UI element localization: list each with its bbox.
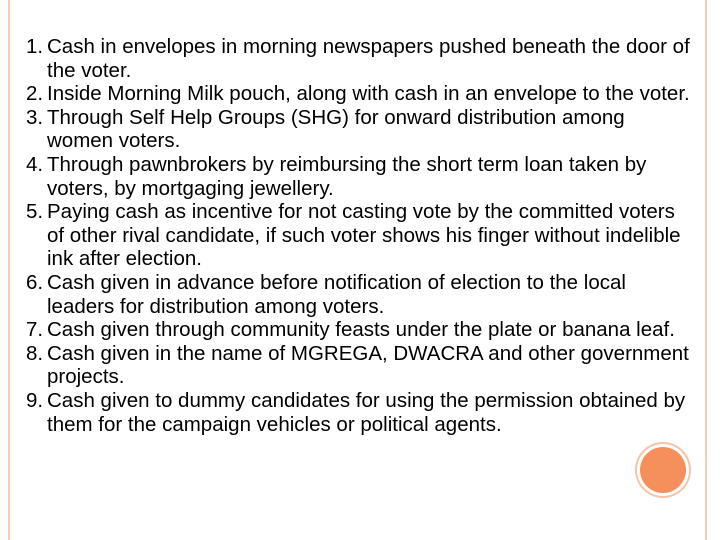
list-item-text: Cash given to dummy candidates for using the permission obtained by them for the campaign vehicles or political agents. (47, 388, 686, 436)
numbered-list (26, 35, 690, 436)
list-item (26, 318, 690, 342)
list-item (26, 270, 690, 318)
list-item-text: Cash given in advance before notification of election to the local leaders for distribution among voters. (47, 270, 626, 318)
list-item (26, 35, 690, 82)
list-item (26, 388, 690, 436)
list-item-text: Cash given in the name of MGREGA, DWACRA and other government projects. (47, 341, 689, 389)
list-item-text: Cash given through community feasts under the plate or banana leaf. (47, 318, 675, 342)
list-item (26, 105, 690, 153)
list-item (26, 82, 690, 106)
list-item-text: Paying cash as incentive for not casting vote by the committed voters of other rival candidate, if such voter shows his finger without indelible ink after election. (47, 200, 681, 271)
list-item (26, 200, 690, 271)
list-item-number: 7. (26, 318, 44, 342)
list-item-number: 3. (26, 105, 44, 129)
list-item-number: 5. (26, 200, 44, 224)
list-item-number: 9. (26, 388, 44, 412)
list-item-text: Inside Morning Milk pouch, along with cash in an envelope to the voter. (47, 82, 690, 106)
list-item-text: Through Self Help Groups (SHG) for onward distribution among women voters. (47, 105, 625, 153)
decorative-circle (640, 447, 686, 493)
list-item-number: 1. (26, 35, 44, 58)
list-item-number: 8. (26, 341, 44, 365)
slide-body (26, 35, 690, 540)
list-item (26, 152, 690, 200)
list-item-number: 2. (26, 82, 44, 106)
right-decorative-line (705, 0, 707, 540)
list-item (26, 341, 690, 389)
left-decorative-line (8, 0, 10, 540)
list-item-number: 4. (26, 152, 44, 176)
list-item-text: Through pawnbrokers by reimbursing the short term loan taken by voters, by mortgaging jewellery. (47, 152, 647, 200)
list-item-text: Cash in envelopes in morning newspapers pushed beneath the door of the voter. (47, 35, 690, 82)
list-item-number: 6. (26, 270, 44, 294)
